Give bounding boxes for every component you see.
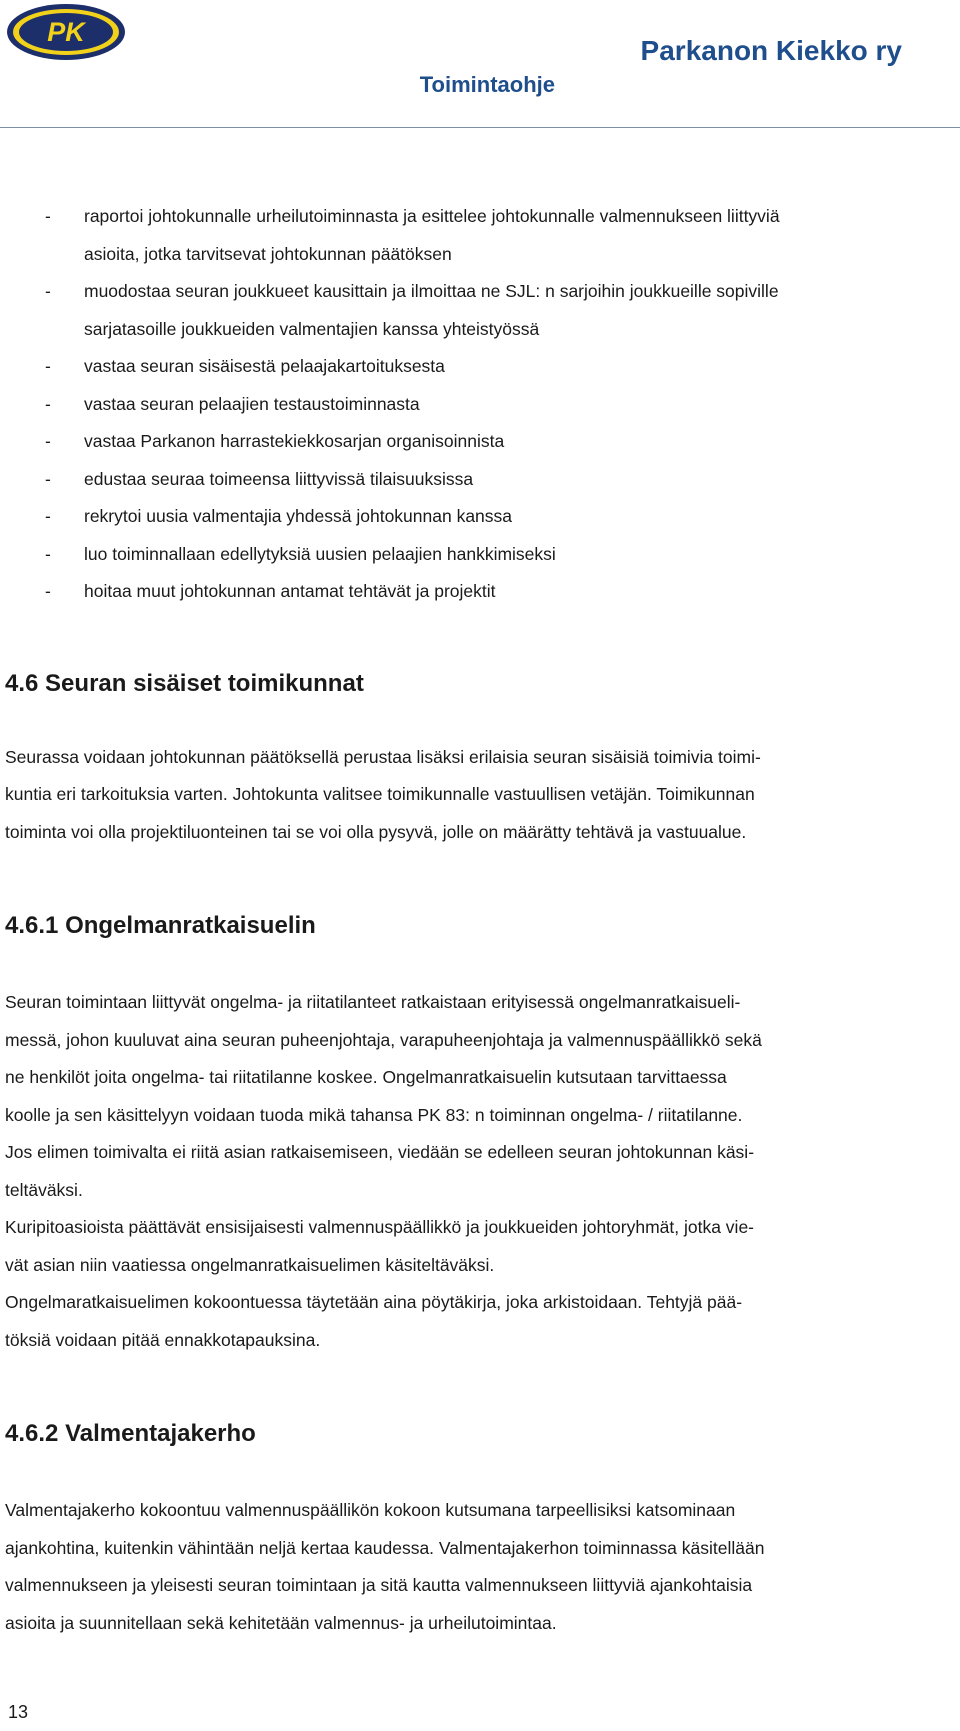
list-item <box>5 348 950 386</box>
list-item-text: asioita, jotka tarvitsevat johtokunnan päätöksen <box>84 243 452 264</box>
paragraph-line: kuntia eri tarkoituksia varten. Johtokunta valitsee toimikunnalle vastuullisen vetäjän. Toimikunnan <box>5 784 755 804</box>
dash-marker: - <box>45 356 51 376</box>
club-logo <box>5 2 127 62</box>
paragraph-line: Ongelmaratkaisuelimen kokoontuessa täytetään aina pöytäkirja, joka arkistoidaan. Tehtyjä pää- <box>5 1292 743 1312</box>
paragraph-line: vät asian niin vaatiessa ongelmanratkaisuelimen käsiteltäväksi. <box>5 1254 495 1275</box>
organization-name: Parkanon Kiekko ry <box>640 35 902 66</box>
page-number: 13 <box>8 1702 29 1722</box>
dash-marker: - <box>45 506 51 526</box>
list-item-text: raportoi johtokunnalle urheilutoiminnasta ja esittelee johtokunnalle valmennukseen liittyviä <box>84 206 780 226</box>
list-item-text: vastaa seuran sisäisestä pelaajakartoituksesta <box>84 356 445 376</box>
list-item <box>5 273 950 311</box>
section-heading-4-6-1 <box>5 911 950 941</box>
paragraph-line: koolle ja sen käsittelyyn voidaan tuoda mikä tahansa PK 83: n toiminnan ongelma- / riitatilanne. <box>5 1104 743 1125</box>
section-title: Ongelmanratkaisuelin <box>65 912 316 939</box>
paragraph-line: Jos elimen toimivalta ei riitä asian ratkaisemiseen, viedään se edelleen seuran johtokunnan käsi- <box>5 1142 755 1162</box>
section-4-6-2-body <box>5 1492 950 1642</box>
paragraph-line: töksiä voidaan pitää ennakkotapauksina. <box>5 1329 321 1350</box>
dash-marker: - <box>45 581 51 601</box>
list-item <box>5 498 950 536</box>
header-divider <box>0 127 960 128</box>
section-title: Valmentajakerho <box>65 1420 256 1447</box>
list-item-text: muodostaa seuran joukkueet kausittain ja ilmoittaa ne SJL: n sarjoihin joukkueille sopiville <box>84 281 779 301</box>
list-item-text: vastaa Parkanon harrastekiekkosarjan organisoinnista <box>84 431 505 451</box>
paragraph-line: Seuran toimintaan liittyvät ongelma- ja riitatilanteet ratkaistaan erityisessä ongelmanratkaisueli- <box>5 992 741 1012</box>
section-heading-4-6 <box>5 669 950 699</box>
list-item-text: sarjatasoille joukkueiden valmentajien kanssa yhteistyössä <box>84 318 540 339</box>
paragraph-line: valmennukseen ja yleisesti seuran toimintaan ja sitä kautta valmennukseen liittyviä ajankohtaisia <box>5 1575 753 1595</box>
paragraph-line: Valmentajakerho kokoontuu valmennuspäällikön kokoon kutsumana tarpeellisiksi katsominaan <box>5 1500 736 1520</box>
list-item-text: hoitaa muut johtokunnan antamat tehtävät ja projektit <box>84 581 496 601</box>
section-title: Seuran sisäiset toimikunnat <box>45 669 364 697</box>
section-heading-4-6-2 <box>5 1419 950 1449</box>
list-item-text: rekrytoi uusia valmentajia yhdessä johtokunnan kanssa <box>84 506 513 526</box>
dash-marker: - <box>45 543 51 564</box>
paragraph-line: ajankohtina, kuitenkin vähintään neljä kertaa kaudessa. Valmentajakerhon toiminnassa käsitellään <box>5 1537 765 1558</box>
list-item <box>5 536 950 574</box>
paragraph-line: messä, johon kuuluvat aina seuran puheenjohtaja, varapuheenjohtaja ja valmennuspäällikkö sekä <box>5 1029 762 1050</box>
dash-marker: - <box>45 281 51 301</box>
list-item <box>5 311 950 349</box>
section-4-6-body <box>5 739 950 852</box>
paragraph-line: toiminta voi olla projektiluonteinen tai se voi olla pysyvä, jolle on määrätty tehtävä ja vastuualue. <box>5 821 747 842</box>
list-item-text: vastaa seuran pelaajien testaustoiminnasta <box>84 393 420 414</box>
dash-marker: - <box>45 468 51 489</box>
paragraph-line: Seurassa voidaan johtokunnan päätöksellä perustaa lisäksi erilaisia seuran sisäisiä toimivia toimi- <box>5 746 761 767</box>
list-item <box>5 386 950 424</box>
section-number: 4.6 <box>5 669 39 697</box>
list-item <box>5 423 950 461</box>
paragraph-line: teltäväksi. <box>5 1179 83 1200</box>
list-item <box>5 573 950 611</box>
page-header <box>0 0 960 130</box>
paragraph-line: asioita ja suunnitellaan sekä kehitetään valmennus- ja urheilutoimintaa. <box>5 1612 557 1633</box>
list-item <box>5 236 950 274</box>
section-number: 4.6.1 <box>5 912 59 939</box>
section-number: 4.6.2 <box>5 1420 59 1447</box>
list-item-text: luo toiminnallaan edellytyksiä uusien pelaajien hankkimiseksi <box>84 543 556 564</box>
logo-lettering: PK <box>47 17 85 47</box>
list-item <box>5 198 950 236</box>
document-title: Toimintaohje <box>419 72 555 97</box>
responsibility-list <box>5 198 950 611</box>
section-4-6-1-body <box>5 984 950 1359</box>
paragraph-line: ne henkilöt joita ongelma- tai riitatilanne koskee. Ongelmanratkaisuelin kutsutaan tarvittaessa <box>5 1067 727 1087</box>
paragraph-line: Kuripitoasioista päättävät ensisijaisesti valmennuspäällikkö ja joukkueiden johtoryhmät, jotka vie- <box>5 1217 755 1237</box>
dash-marker: - <box>45 393 51 414</box>
dash-marker: - <box>45 206 51 226</box>
page-body <box>5 198 950 1642</box>
list-item <box>5 461 950 499</box>
list-item-text: edustaa seuraa toimeensa liittyvissä tilaisuuksissa <box>84 468 474 489</box>
dash-marker: - <box>45 431 51 451</box>
